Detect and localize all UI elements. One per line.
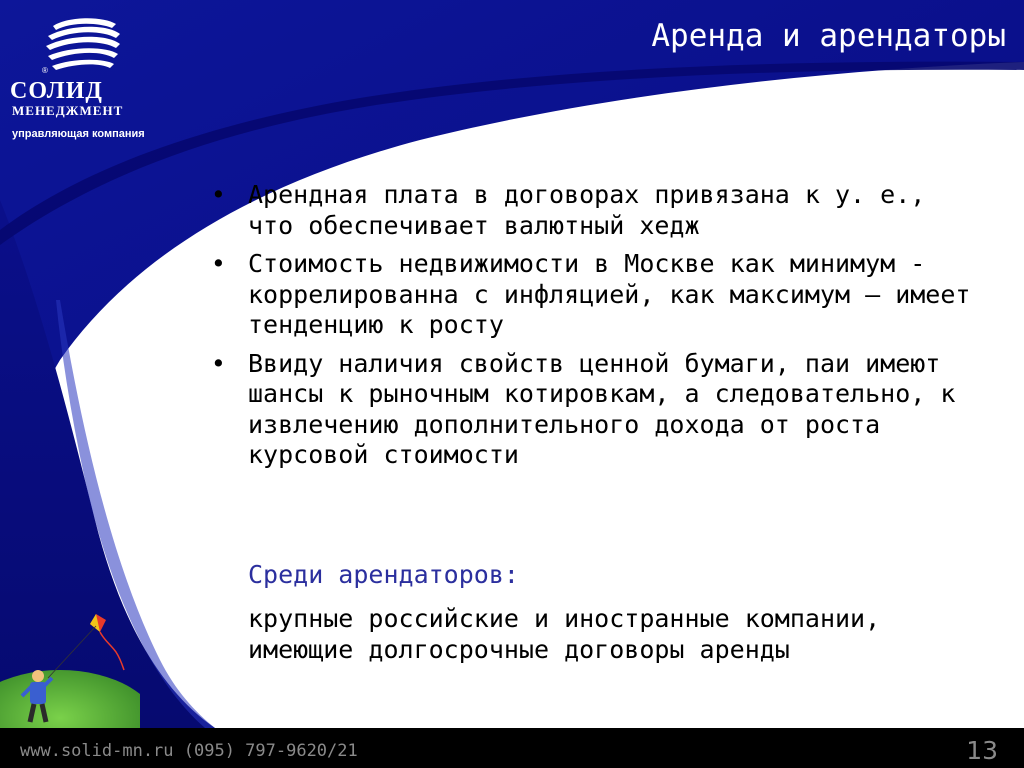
slide-title: Аренда и арендаторы [651, 18, 1006, 54]
logo-name: СОЛИД [10, 78, 103, 104]
bullet-list [208, 180, 978, 479]
page-number: 13 [966, 736, 998, 765]
bullet-dot-icon: • [211, 180, 226, 209]
bullet-dot-icon: • [211, 249, 226, 278]
tenants-heading: Среди арендаторов: [248, 560, 519, 589]
bullet-text: Стоимость недвижимости в Москве как минимум - коррелированна с инфляцией, как максимум – имеет тенденцию к росту [248, 249, 971, 339]
registered-mark: ® [42, 66, 48, 75]
bullet-item [208, 180, 978, 241]
bullet-dot-icon: • [211, 348, 226, 378]
bullet-text: Арендная плата в договорах привязана к у. е., что обеспечивает валютный хедж [248, 180, 926, 240]
tenants-text: крупные российские и иностранные компании, имеющие долгосрочные договоры аренды [248, 604, 881, 664]
logo-subtitle: МЕНЕДЖМЕНТ [12, 103, 124, 118]
bullet-item [208, 249, 978, 341]
person-with-kite-icon [0, 600, 140, 728]
bullet-text: Ввиду наличия свойств ценной бумаги, паи имеют шансы к рыночным котировкам, а следовательно, к извлечению дополнительного дохода от роста курсовой стоимости [248, 348, 956, 469]
footer-contact: www.solid-mn.ru (095) 797-9620/21 [20, 741, 358, 761]
logo-tagline: управляющая компания [12, 128, 145, 140]
bullet-item [208, 349, 978, 471]
